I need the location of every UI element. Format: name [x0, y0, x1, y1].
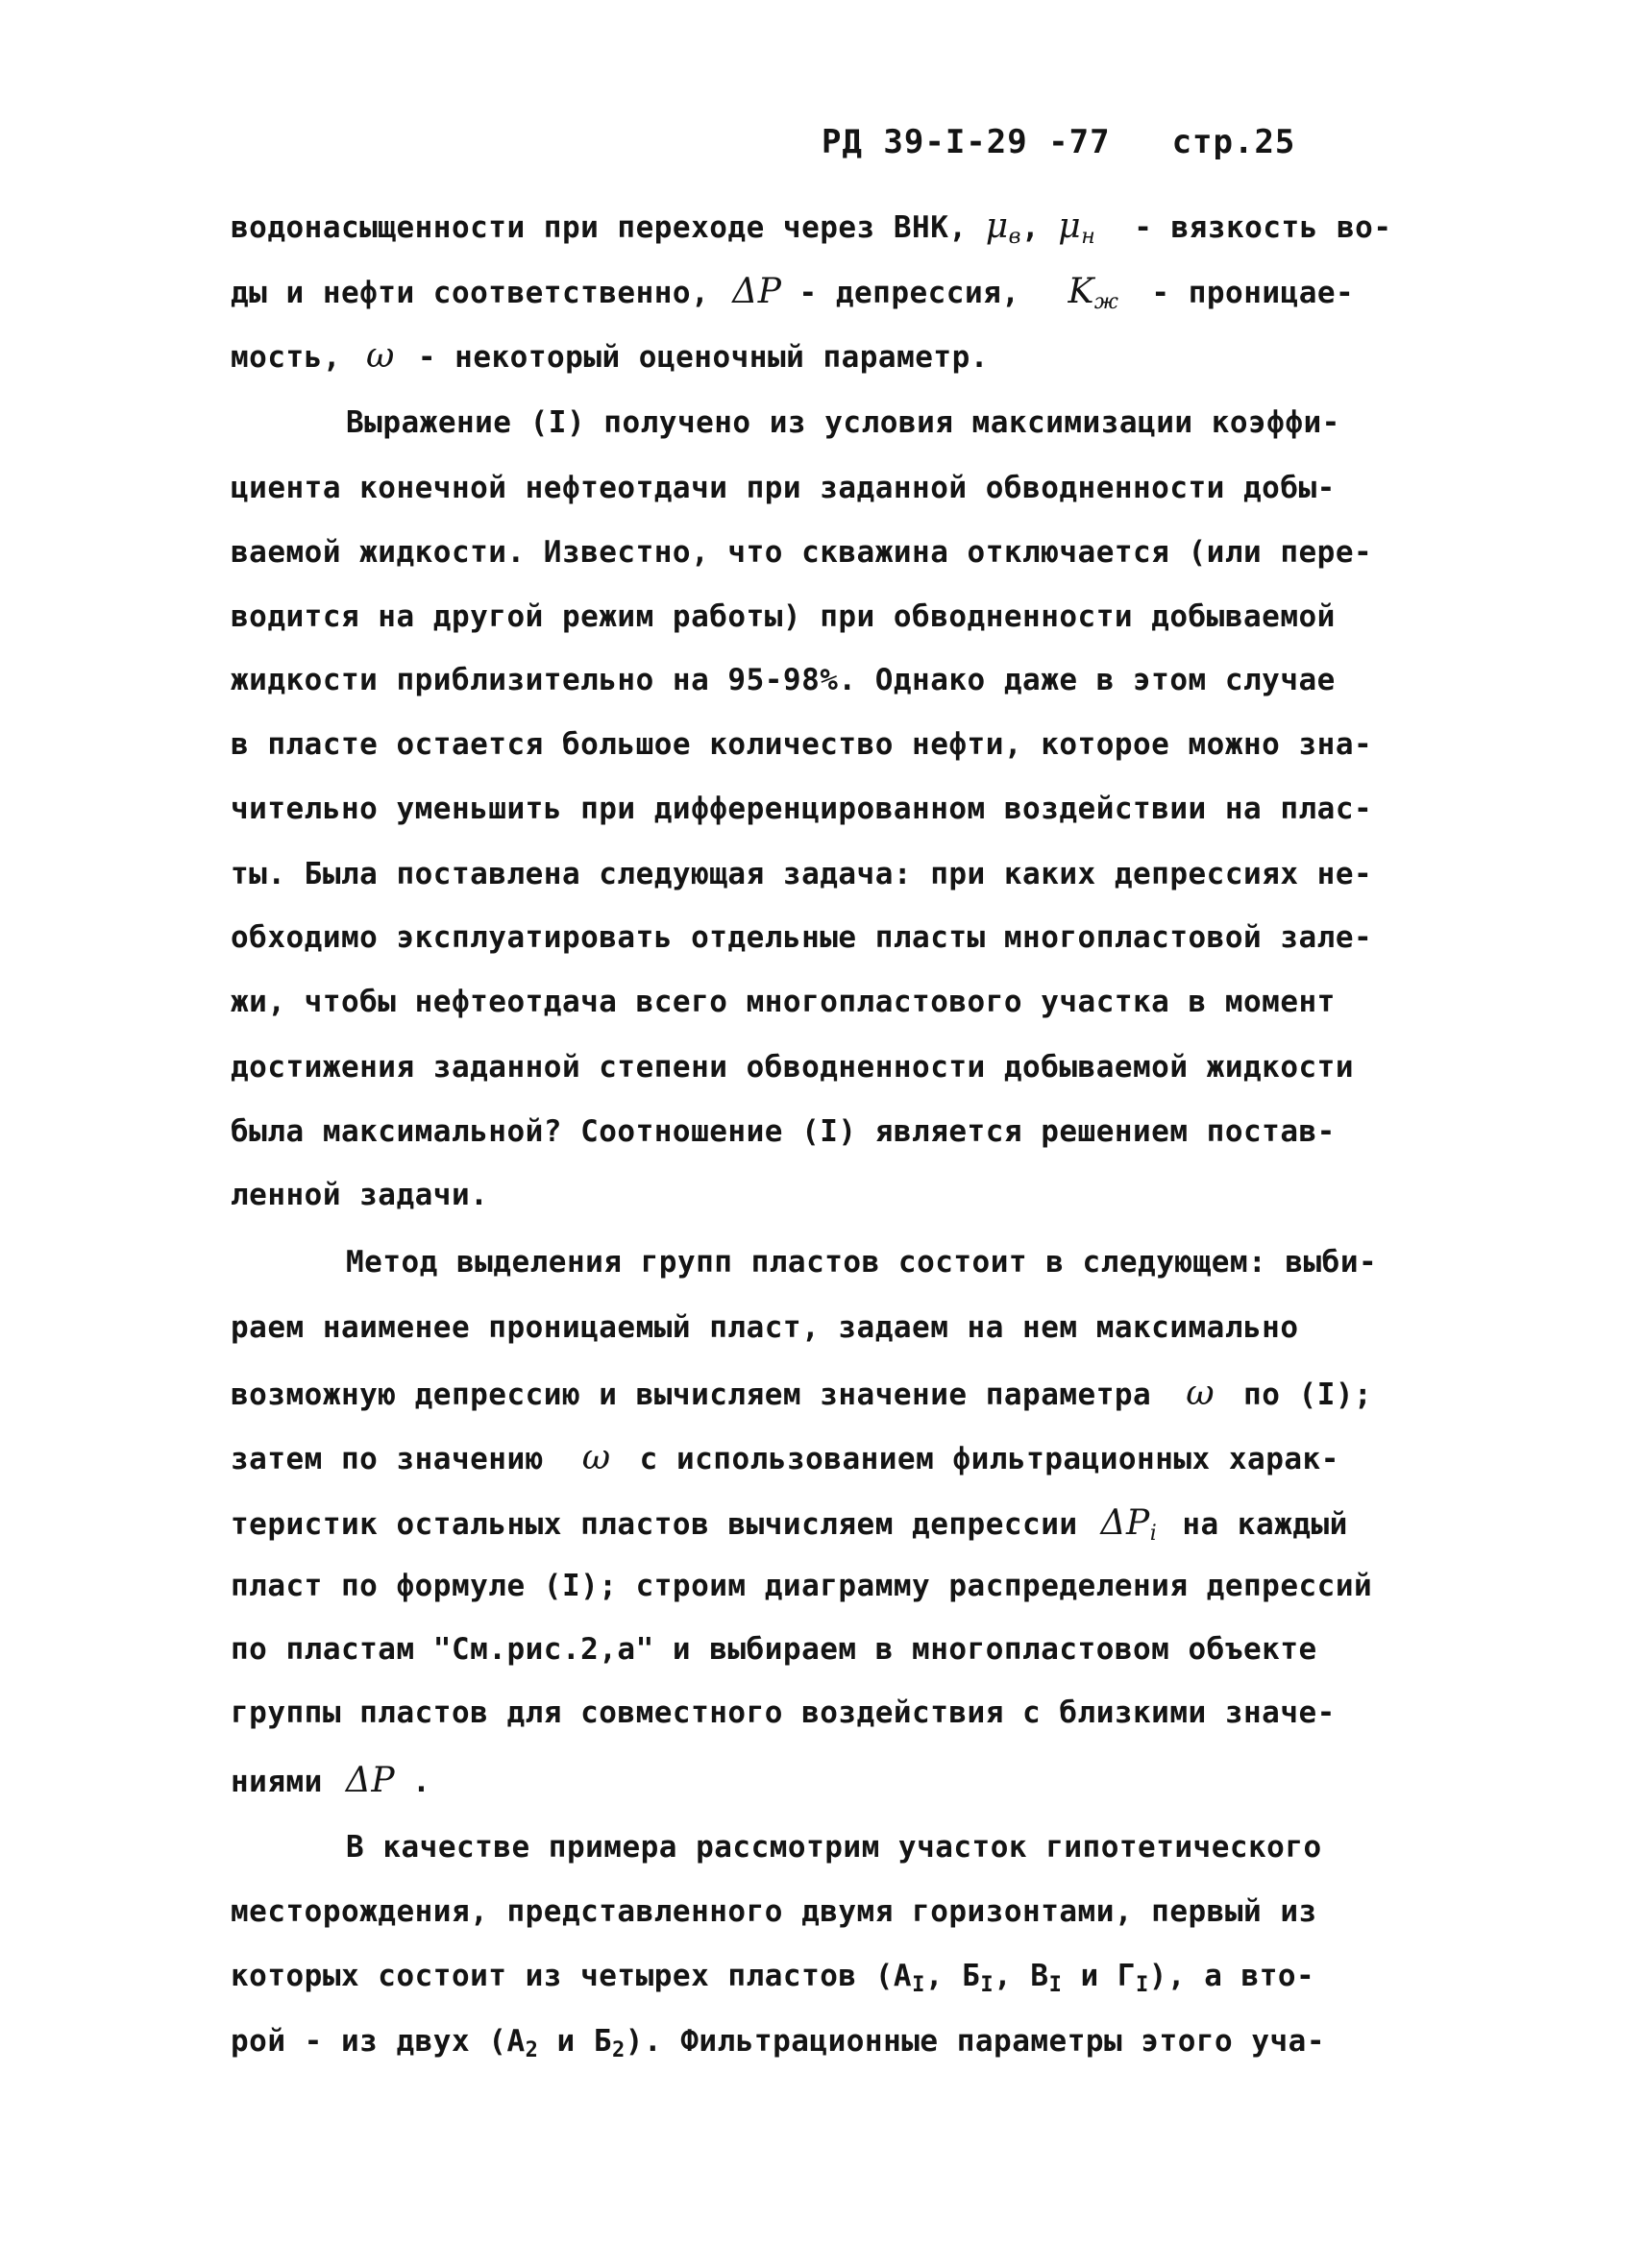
text-line: затем по значению ω с использованием фильтрационных харак- — [231, 1438, 1339, 1477]
text-line: ниями ΔP . — [231, 1761, 431, 1800]
symbol-mu-oil: $\mu_н$ — [1058, 207, 1096, 249]
text-line: обходимо эксплуатировать отдельные пласты многопластовой зале- — [231, 920, 1373, 955]
text-line: мость, ω - некоторый оценочный параметр. — [231, 336, 989, 376]
text-line: рой - из двух ($А_2$ и $Б_2$). Фильтрационные параметры этого уча- — [231, 2024, 1325, 2062]
paragraph-start: Выражение (I) получено из условия максимизации коэффи- — [346, 405, 1340, 440]
text-line: ды и нефти соответственно, ΔP - депрессия, $K_ж$ - проницае- — [231, 272, 1355, 314]
text-line: была максимальной? Соотношение (I) является решением постав- — [231, 1114, 1336, 1149]
text-line: водится на другой режим работы) при обводненности добываемой — [231, 599, 1336, 634]
document-code: РД 39-I-29 -77 — [822, 123, 1111, 161]
text-line: в пласте остается большое количество нефти, которое можно зна- — [231, 727, 1373, 762]
text-line: раем наименее проницаемый пласт, задаем на нем максимально — [231, 1310, 1299, 1345]
symbol-k: $K_ж$ — [1068, 272, 1119, 314]
symbol-delta-p: ΔP — [732, 272, 782, 311]
symbol-delta-p-i: $\Delta P_i$ — [1100, 1503, 1158, 1546]
text-line: достижения заданной степени обводненности добываемой жидкости — [231, 1050, 1354, 1085]
text-line: теристик остальных пластов вычисляем депрессии $\Delta P_i$ на каждый — [231, 1503, 1348, 1546]
paragraph-start: В качестве примера рассмотрим участок гипотетического — [346, 1830, 1322, 1865]
text-line: циента конечной нефтеотдачи при заданной обводненности добы- — [231, 471, 1336, 505]
symbol-delta-p: ΔP — [345, 1761, 396, 1800]
text-line: по пластам "См.рис.2,а" и выбираем в многопластовом объекте — [231, 1632, 1317, 1667]
text-line: ленной задачи. — [231, 1178, 489, 1212]
page-header — [822, 123, 1295, 161]
text-line: пласт по формуле (I); строим диаграмму распределения депрессий — [231, 1569, 1373, 1603]
text-line: которых состоит из четырех пластов ($А_I$, $Б_I$, $В_I$ и $Г_I$), а вто- — [231, 1959, 1315, 1997]
symbol-omega: ω — [365, 336, 395, 376]
symbol-omega: ω — [581, 1438, 611, 1477]
text-line: месторождения, представленного двумя горизонтами, первый из — [231, 1894, 1317, 1929]
text-line: водонасыщенности при переходе через ВНК, $\mu_в$, $\mu_н$ - вязкость во- — [231, 207, 1392, 249]
paragraph-start: Метод выделения групп пластов состоит в следующем: выби- — [346, 1245, 1378, 1280]
text-line: жи, чтобы нефтеотдача всего многопластового участка в момент — [231, 985, 1336, 1019]
text-line: ты. Была поставлена следующая задача: при каких депрессиях не- — [231, 857, 1373, 891]
symbol-omega: ω — [1186, 1374, 1215, 1413]
text-line: группы пластов для совместного воздействия с близкими значе- — [231, 1695, 1336, 1730]
text-line: возможную депрессию и вычисляем значение параметра ω по (I); — [231, 1374, 1373, 1413]
text-line: чительно уменьшить при дифференцированном воздействии на плас- — [231, 792, 1373, 826]
text-line: жидкости приблизительно на 95-98%. Однако даже в этом случае — [231, 663, 1336, 697]
symbol-mu-water: $\mu_в$ — [985, 207, 1021, 249]
page-number: стр.25 — [1171, 123, 1296, 161]
text-line: ваемой жидкости. Известно, что скважина отключается (или пере- — [231, 535, 1373, 570]
